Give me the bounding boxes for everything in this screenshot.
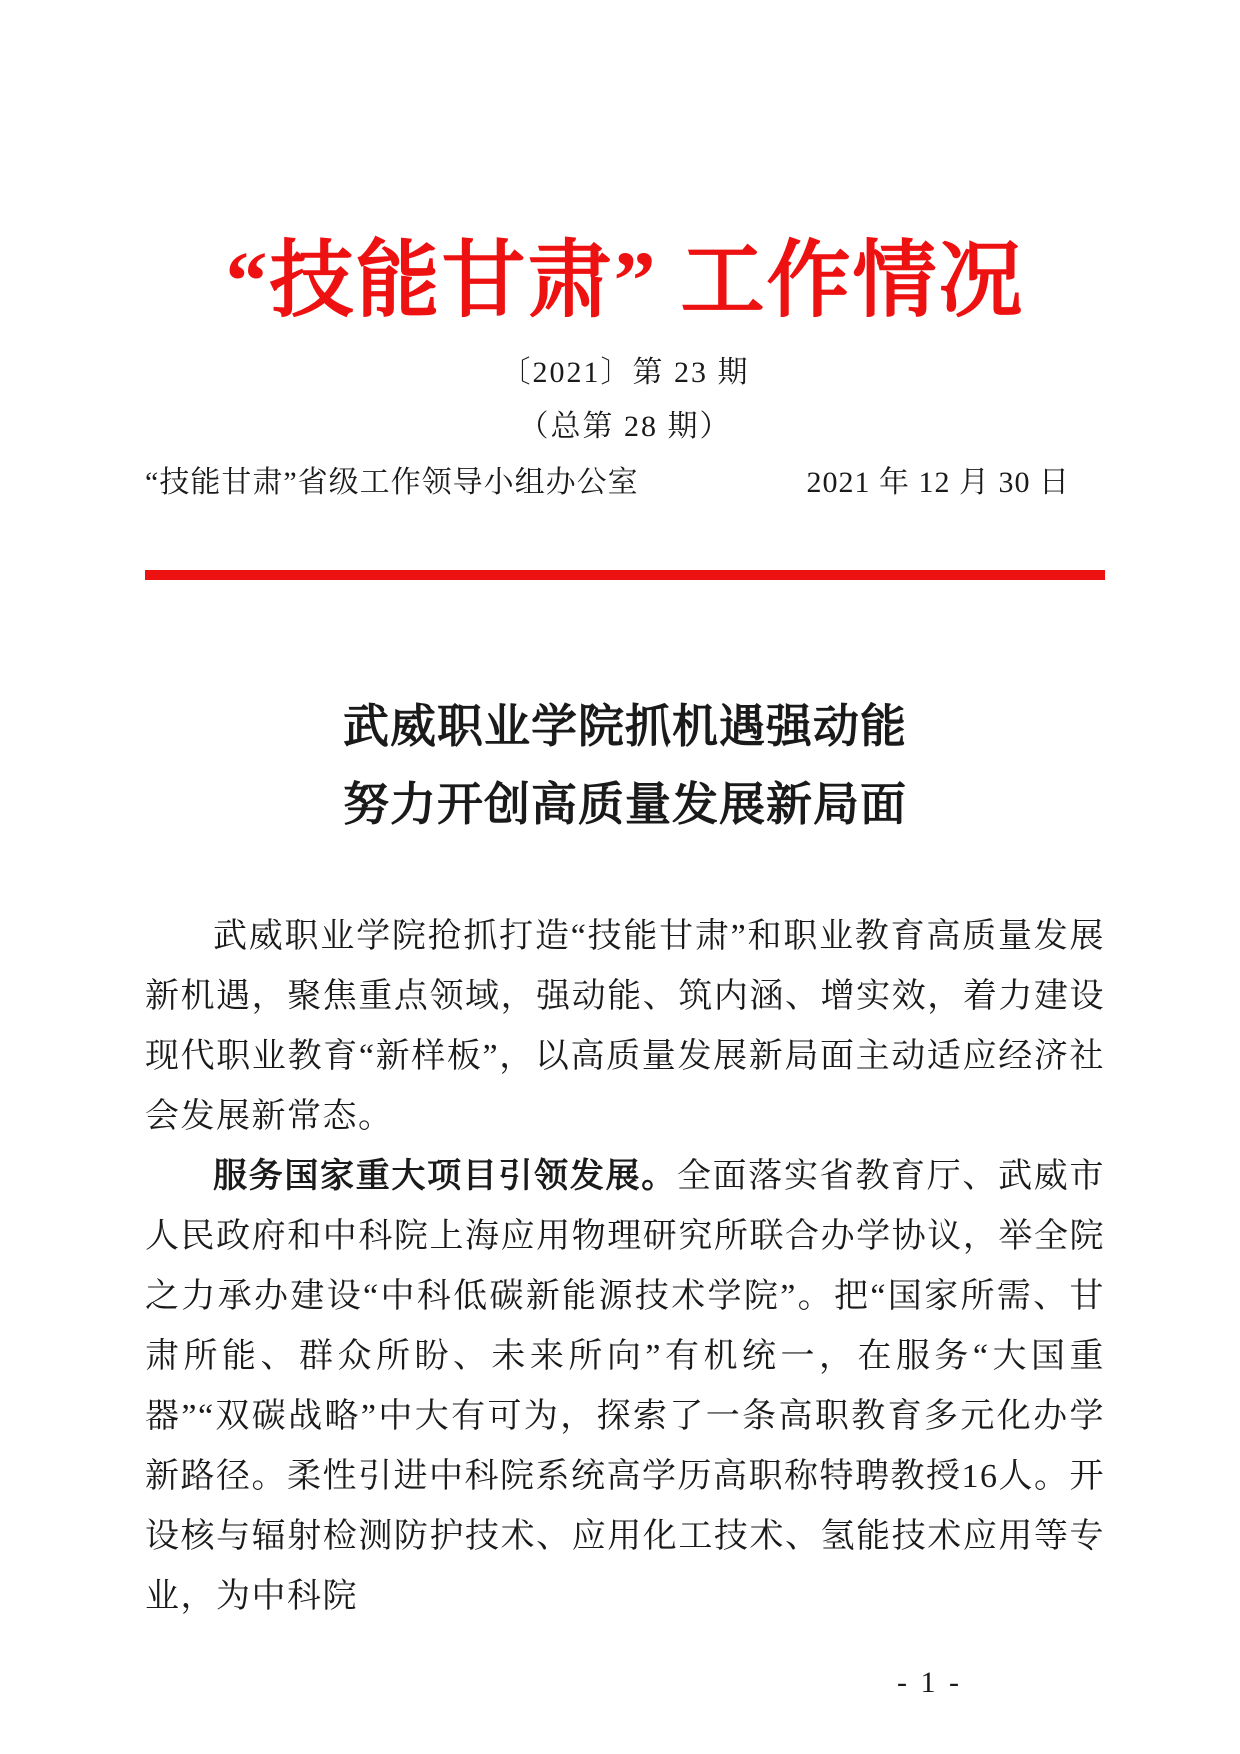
article-title-line2: 努力开创高质量发展新局面 (343, 779, 907, 831)
issuing-office: “技能甘肃”省级工作领导小组办公室 (145, 466, 639, 500)
article-title (145, 688, 1105, 844)
page-number: - 1 - (897, 1666, 962, 1699)
masthead (145, 235, 1105, 580)
masthead-title: “技能甘肃” 工作情况 (225, 235, 1025, 328)
paragraph (145, 907, 1105, 1147)
issue-number: 〔2021〕第 23 期 (500, 356, 750, 390)
issue-date: 2021 年 12 月 30 日 (806, 466, 1070, 500)
paragraph-lead: 服务国家重大项目引领发展。 (213, 1157, 677, 1195)
article (145, 688, 1105, 1626)
masthead-divider (145, 570, 1105, 580)
issuer-row (145, 468, 1105, 498)
article-body (145, 907, 1105, 1627)
article-title-line1: 武威职业学院抓机遇强动能 (343, 701, 907, 753)
paragraph-text: 武威职业学院抢抓打造“技能甘肃”和职业教育高质量发展新机遇，聚焦重点领域，强动能、筑内涵、增实效，着力建设现代职业教育“新样板”，以高质量发展新局面主动适应经济社会发展新常态。 (145, 917, 1105, 1135)
total-issue-number: （总第 28 期） (518, 410, 732, 444)
paragraph (145, 1147, 1105, 1627)
paragraph-text: 全面落实省教育厅、武威市人民政府和中科院上海应用物理研究所联合办学协议，举全院之力承办建设“中科低碳新能源技术学院”。把“国家所需、甘肃所能、群众所盼、未来所向”有机统一，在服务“大国重器”“双碳战略”中大有可为，探索了一条高职教育多元化办学新路径。柔性引进中科院系统高学历高职称特聘教授16人。开设核与辐射检测防护技术、应用化工技术、氢能技术应用等专业，为中科院 (145, 1157, 1105, 1615)
